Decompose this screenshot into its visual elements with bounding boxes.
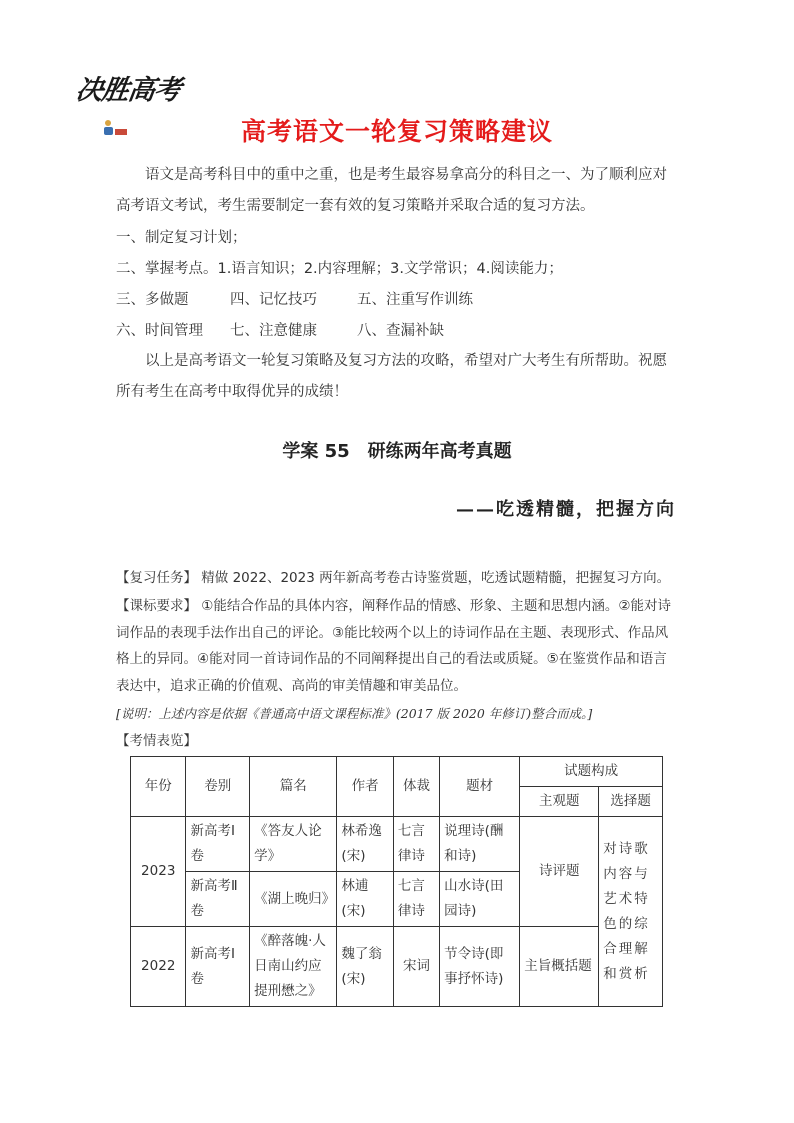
cell-title: 《醉落魄·人日南山约应提刑懋之》 (250, 927, 337, 1007)
standard-label: 【课标要求】 (116, 598, 197, 614)
header-subject: 题材 (440, 757, 520, 817)
step-5: 五、注重写作训练 (357, 292, 473, 308)
table-row (131, 927, 663, 1007)
review-task-text: 精做 2022、2023 两年新高考卷古诗鉴赏题，吃透试题精髓，把握复习方向。 (201, 570, 671, 586)
intro-paragraph: 语文是高考科目中的重中之重，也是考生最容易拿高分的科目之一、为了顺利应对高考语文考试，考生需要制定一套有效的复习策略并采取合适的复习方法。 (116, 167, 667, 214)
step-3: 三、多做题 (116, 292, 189, 308)
step-1: 一、制定复习计划； (116, 230, 247, 246)
cell-subject: 山水诗(田园诗) (440, 872, 520, 927)
exam-overview-label: 【考情表览】 (116, 733, 197, 749)
lesson-heading: 学案 55 研练两年高考真题 (282, 441, 512, 462)
header-year: 年份 (131, 757, 186, 817)
cell-form: 宋词 (393, 927, 439, 1007)
closing-paragraph: 以上是高考语文一轮复习策略及复习方法的攻略，希望对广大考生有所帮助。祝愿所有考生在高考中取得优异的成绩！ (116, 353, 667, 400)
cell-paper: 新高考Ⅱ卷 (186, 872, 250, 927)
source-note: [说明：上述内容是依据《普通高中语文课程标准》(2017 版 2020 年修订)整合而成。] (116, 706, 593, 721)
step-8: 八、查漏补缺 (357, 323, 444, 339)
cell-form: 七言律诗 (393, 817, 439, 872)
cell-year: 2023 (131, 817, 186, 927)
header-paper: 卷别 (186, 757, 250, 817)
step-6: 六、时间管理 (116, 323, 203, 339)
curriculum-standard (116, 593, 678, 699)
cell-author: 林希逸(宋) (337, 817, 393, 872)
cell-form: 七言律诗 (393, 872, 439, 927)
review-task-label: 【复习任务】 (116, 570, 197, 586)
header-title: 篇名 (250, 757, 337, 817)
table-header-row (131, 757, 663, 787)
cell-subject: 节令诗(即事抒怀诗) (440, 927, 520, 1007)
header-author: 作者 (337, 757, 393, 817)
header-choice: 选择题 (599, 787, 663, 817)
step-7: 七、注意健康 (230, 323, 317, 339)
header-form: 体裁 (393, 757, 439, 817)
cell-paper: 新高考Ⅰ卷 (186, 927, 250, 1007)
cell-year: 2022 (131, 927, 186, 1007)
cell-subjective: 诗评题 (520, 817, 599, 927)
step-4: 四、记忆技巧 (230, 292, 317, 308)
cell-title: 《湖上晚归》 (250, 872, 337, 927)
review-task (116, 565, 678, 592)
exam-table (130, 756, 663, 1007)
cell-author: 魏了翁(宋) (337, 927, 393, 1007)
cell-title: 《答友人论学》 (250, 817, 337, 872)
header-composition: 试题构成 (520, 757, 663, 787)
lesson-subheading: ——吃透精髓，把握方向 (456, 499, 676, 520)
table-row (131, 817, 663, 872)
step-2: 二、掌握考点。1.语言知识；2.内容理解；3.文学常识；4.阅读能力； (116, 261, 563, 277)
cell-choice: 对诗歌内容与艺术特色的综合理解和赏析 (599, 817, 663, 1007)
document-title: 高考语文一轮复习策略建议 (240, 117, 553, 146)
cell-author: 林逋(宋) (337, 872, 393, 927)
header-subjective: 主观题 (520, 787, 599, 817)
cell-subjective: 主旨概括题 (520, 927, 599, 1007)
cell-paper: 新高考Ⅰ卷 (186, 817, 250, 872)
cell-subject: 说理诗(酬和诗) (440, 817, 520, 872)
standard-text: ①能结合作品的具体内容，阐释作品的情感、形象、主题和思想内涵。②能对诗词作品的表现手法作出自己的评论。③能比较两个以上的诗词作品在主题、表现形式、作品风格上的异同。④能对同一首诗词作品的不同阐释提出自己的看法或质疑。⑤在鉴赏作品和语言表达中，追求正确的价值观、高尚的审美情趣和审美品位。 (116, 598, 672, 694)
logo-text: 决胜高考 (73, 75, 183, 106)
